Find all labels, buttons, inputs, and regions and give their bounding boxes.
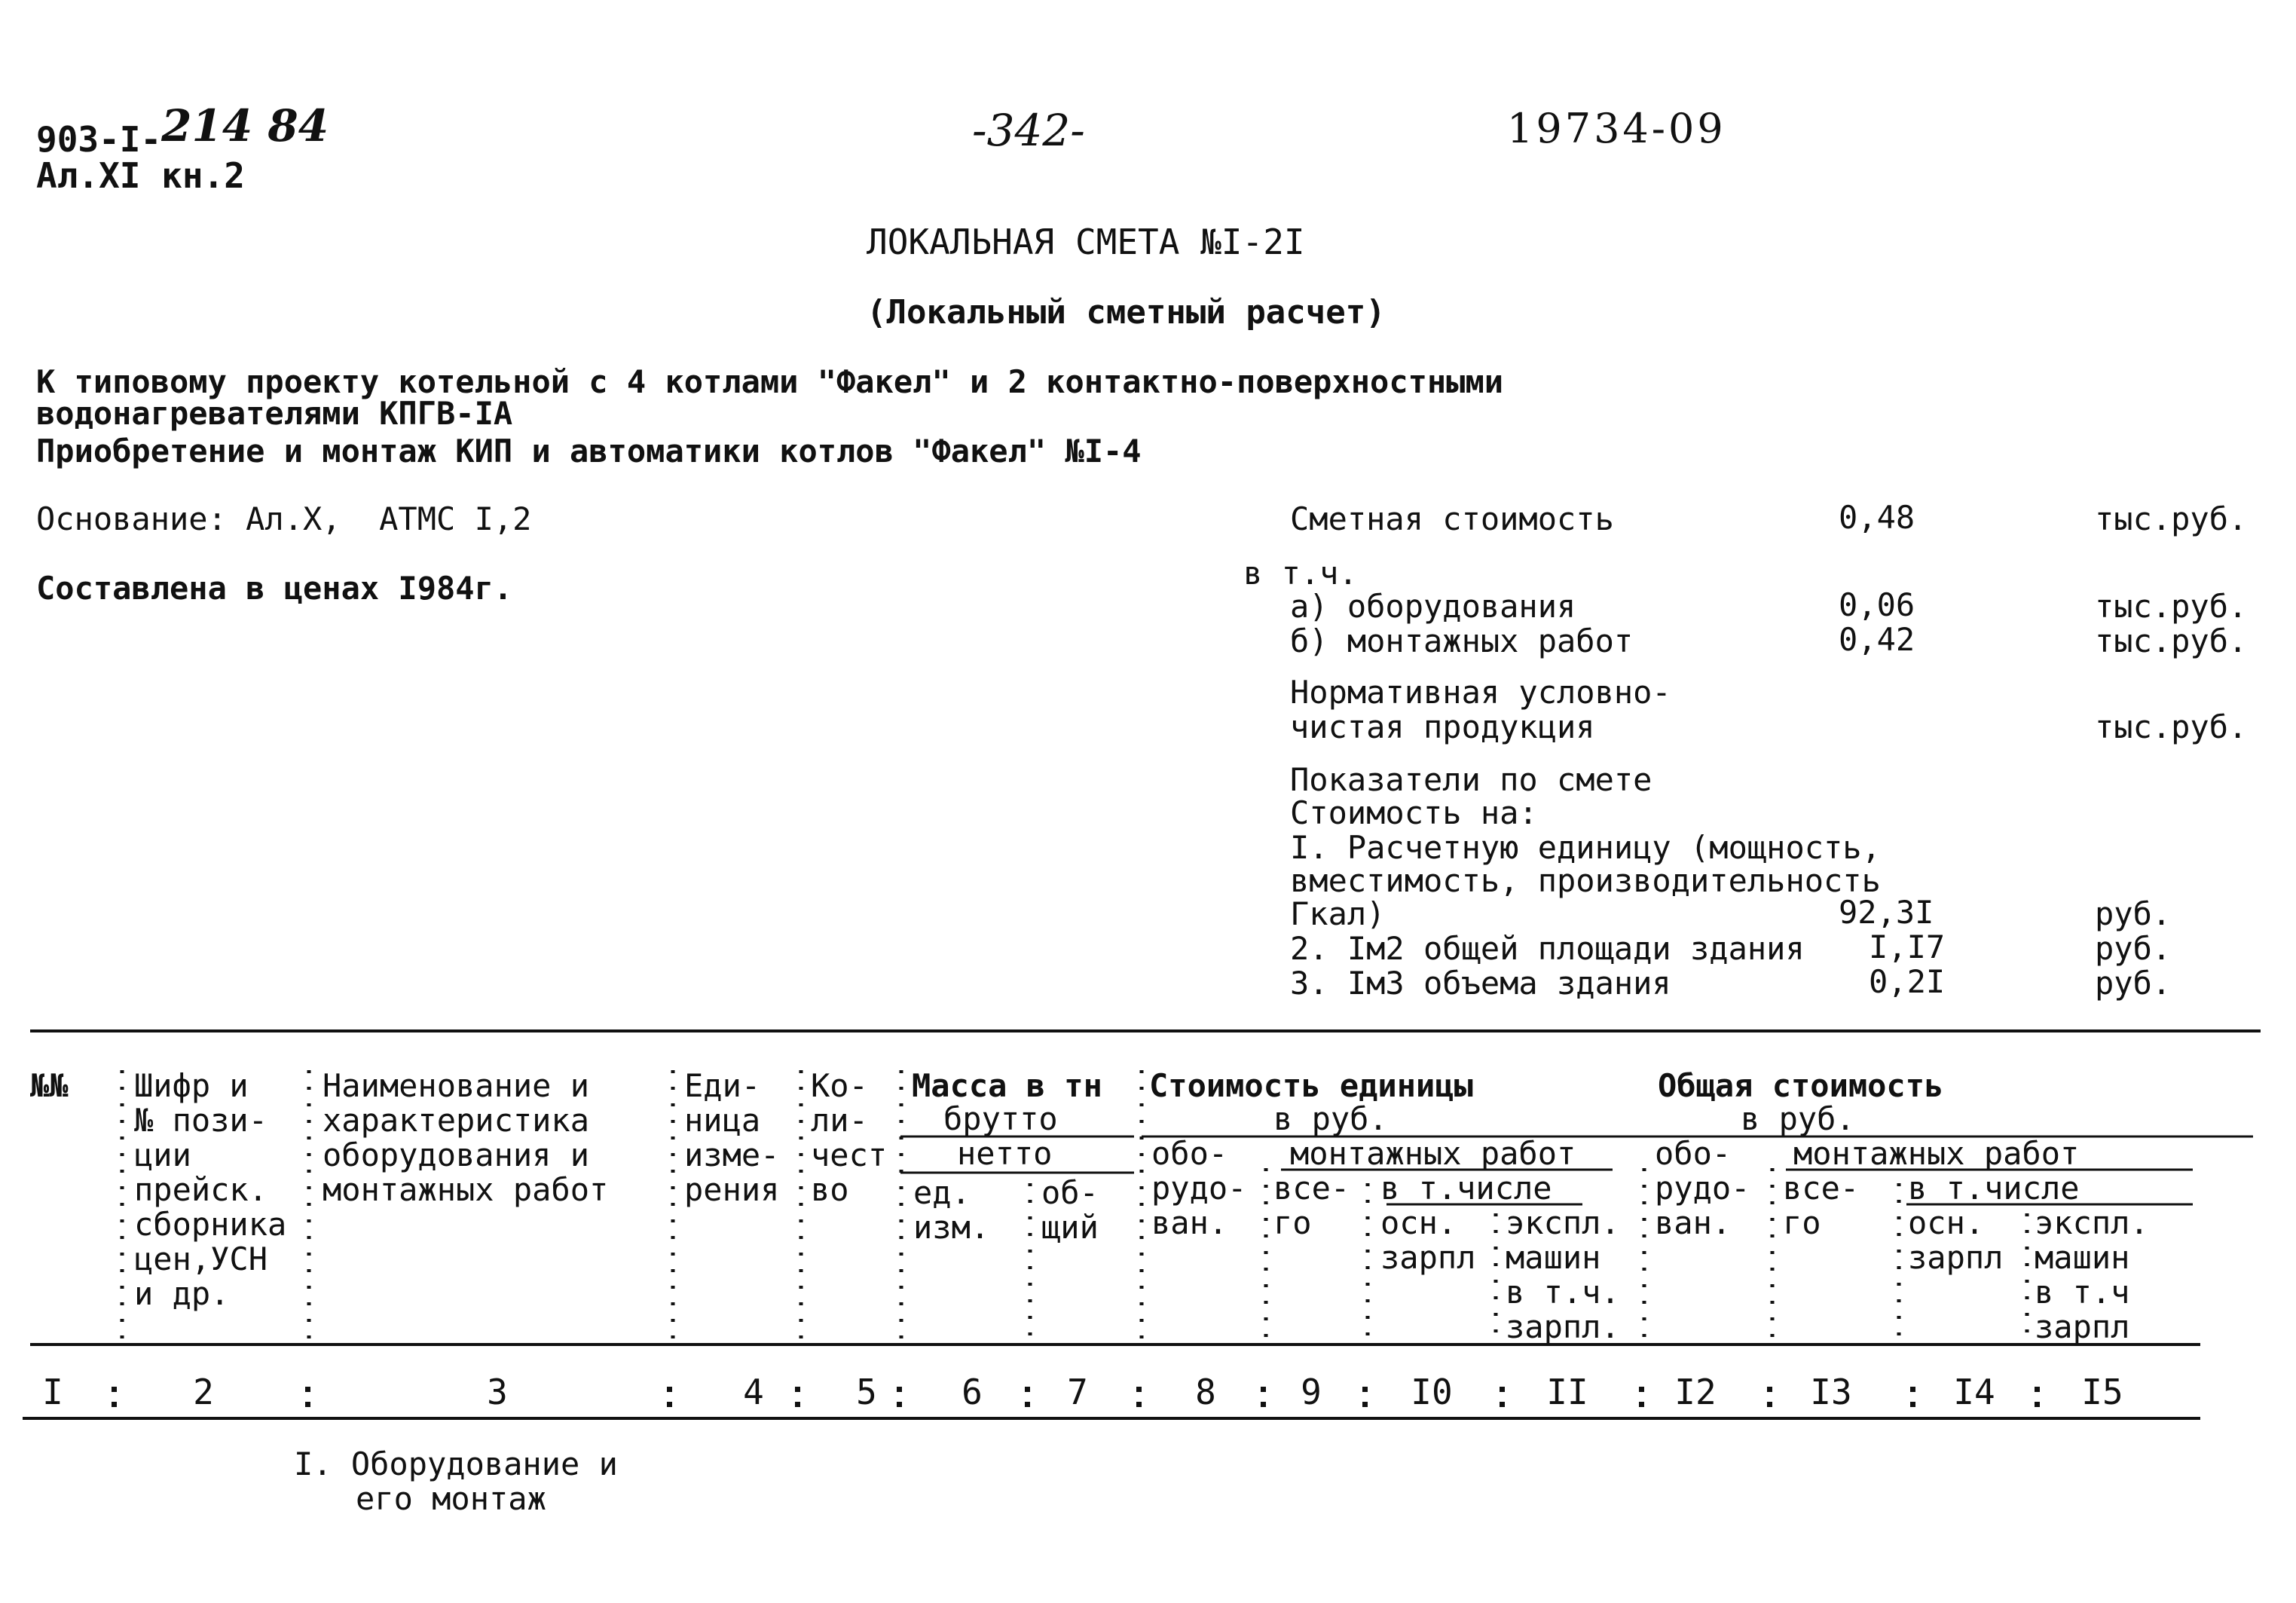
- mounting-value: 0,42: [1839, 621, 1915, 658]
- col-number-11: II: [1546, 1372, 1588, 1412]
- section-title-line-1: I. Оборудование и: [294, 1445, 618, 1482]
- document-code: 903-I-214 84: [36, 100, 329, 160]
- col-number-4: 4: [743, 1372, 764, 1412]
- netto-label: нетто: [957, 1135, 1053, 1172]
- cost-unit: тыс.руб.: [2095, 500, 2248, 537]
- col-number-6: 6: [962, 1372, 983, 1412]
- normative-unit: тыс.руб.: [2095, 708, 2248, 745]
- indicator-3-value: 0,2I: [1869, 963, 1946, 1000]
- total-cost-in-rub: в руб.: [1741, 1100, 1855, 1137]
- total-cost-header: Общая стоимость: [1658, 1067, 1944, 1104]
- unit-mount-header: монтажных работ: [1290, 1135, 1576, 1172]
- total-incl-header: в т.числе: [1908, 1170, 2080, 1207]
- normative-label-1: Нормативная условно-: [1290, 674, 1671, 711]
- col-number-12: I2: [1674, 1372, 1717, 1412]
- unit-machine-header: экспл. машин в т.ч. зарпл.: [1506, 1204, 1620, 1345]
- page-subtitle: (Локальный сметный расчет): [867, 293, 1386, 332]
- mass-unit-header: ед. изм.: [913, 1174, 990, 1246]
- equipment-unit: тыс.руб.: [2095, 588, 2248, 625]
- project-line-3: Приобретение и монтаж КИП и автоматики котлов "Факел" №I-4: [36, 433, 1142, 470]
- brutto-label: брутто: [943, 1100, 1058, 1137]
- indicator-2-unit: руб.: [2095, 930, 2172, 967]
- total-base-pay-header: осн. зарпл: [1908, 1204, 2004, 1276]
- including-label: в т.ч.: [1243, 555, 1358, 592]
- handwritten-code: 214 84: [161, 100, 329, 151]
- doc-number: 19734-09: [1507, 105, 1726, 152]
- basis-line: Основание: Ал.X, АТМС I,2: [36, 500, 532, 537]
- indicator-2-value: I,I7: [1869, 928, 1946, 965]
- col-number-2: 2: [193, 1372, 214, 1412]
- col-4-header: Еди- ница изме- рения: [684, 1067, 780, 1208]
- indicators-label: Показатели по смете: [1290, 761, 1652, 798]
- col-3-header: Наименование и характеристика оборудования и монтажных работ: [323, 1067, 609, 1208]
- indicator-1-unit: руб.: [2095, 895, 2172, 932]
- equipment-label: а) оборудования: [1290, 588, 1576, 625]
- mounting-label: б) монтажных работ: [1290, 623, 1634, 659]
- indicator-1-line-2: вместимость, производительность: [1290, 862, 1881, 899]
- unit-cost-in-rub: в руб.: [1273, 1100, 1388, 1137]
- mass-total-header: об- щий: [1041, 1174, 1099, 1246]
- indicator-1-line-3: Гкал): [1290, 895, 1386, 932]
- normative-label-2: чистая продукция: [1290, 708, 1595, 745]
- mounting-unit: тыс.руб.: [2095, 623, 2248, 659]
- unit-base-pay-header: осн. зарпл: [1380, 1204, 1476, 1276]
- mass-header: Масса в тн: [912, 1067, 1102, 1104]
- col-2-header: Шифр и № пози- ции прейск. сборника цен,УСН и др.: [134, 1067, 287, 1312]
- unit-equip-header: обо- рудо- ван.: [1151, 1135, 1247, 1241]
- prices-line: Составлена в ценах I984г.: [36, 570, 513, 607]
- cost-on-label: Стоимость на:: [1290, 794, 1538, 831]
- indicator-1-line-1: I. Расчетную единицу (мощность,: [1290, 829, 1881, 866]
- indicator-3-unit: руб.: [2095, 965, 2172, 1002]
- col-number-5: 5: [856, 1372, 877, 1412]
- col-number-14: I4: [1953, 1372, 1995, 1412]
- indicator-1-value: 92,3I: [1839, 894, 1934, 931]
- col-number-3: 3: [487, 1372, 508, 1412]
- column-number-separators: [0, 1376, 2296, 1421]
- cost-value: 0,48: [1839, 499, 1915, 536]
- project-line-2: водонагревателями КПГВ-IA: [36, 395, 513, 432]
- page-title: ЛОКАЛЬНАЯ СМЕТА №I-2I: [867, 222, 1305, 262]
- unit-total-header: все- го: [1273, 1170, 1350, 1241]
- col-5-header: Ко- ли- чест во: [811, 1067, 888, 1208]
- album-label: Ал.XI кн.2: [36, 155, 245, 196]
- col-1-header: №№: [30, 1067, 69, 1104]
- total-equip-header: обо- рудо- ван.: [1655, 1135, 1750, 1241]
- col-number-7: 7: [1067, 1372, 1088, 1412]
- section-title-line-2: его монтаж: [356, 1480, 546, 1517]
- col-number-13: I3: [1810, 1372, 1852, 1412]
- col-number-9: 9: [1301, 1372, 1322, 1412]
- total-total-header: все- го: [1783, 1170, 1860, 1241]
- unit-cost-header: Стоимость единицы: [1149, 1067, 1473, 1104]
- col-number-10: I0: [1411, 1372, 1453, 1412]
- indicator-2-label: 2. Iм2 общей площади здания: [1290, 930, 1805, 967]
- col-number-8: 8: [1195, 1372, 1216, 1412]
- col-number-1: I: [42, 1372, 63, 1412]
- project-line-1: К типовому проекту котельной с 4 котлами "Факел" и 2 контактно-поверхностными: [36, 363, 1504, 400]
- total-mount-header: монтажных работ: [1793, 1135, 2080, 1172]
- indicator-3-label: 3. Iм3 объема здания: [1290, 965, 1671, 1002]
- total-machine-header: экспл. машин в т.ч зарпл: [2035, 1204, 2149, 1345]
- page-number: -342-: [972, 105, 1085, 156]
- cost-label: Сметная стоимость: [1290, 500, 1614, 537]
- col-number-15: I5: [2081, 1372, 2123, 1412]
- equipment-value: 0,06: [1839, 586, 1915, 623]
- unit-incl-header: в т.числе: [1380, 1170, 1552, 1207]
